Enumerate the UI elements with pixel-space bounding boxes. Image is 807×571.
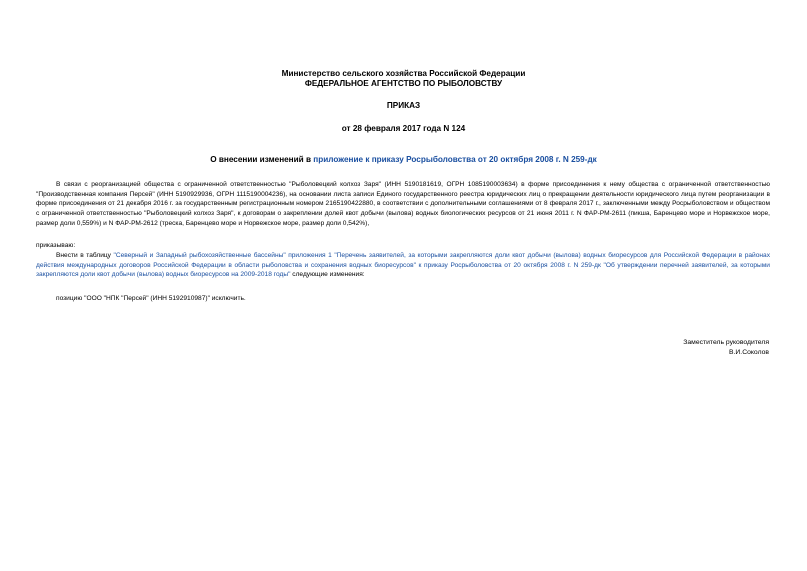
- agency-name: ФЕДЕРАЛЬНОЕ АГЕНТСТВО ПО РЫБОЛОВСТВУ: [304, 79, 503, 88]
- instruction-pre: Внести в таблицу: [56, 252, 114, 259]
- ministry-name: Министерство сельского хозяйства Российской Федерации: [281, 69, 526, 78]
- intro-paragraph: В связи с реорганизацией общества с ограниченной ответственностью "Рыболовецкий колхоз Заря" (ИНН 5190181619, ОГРН 1085190003634) в форме присоединения к нему общества с ограниченной ответственностью "Производственная компания Персей" (ИНН 5190929936, ОГРН 1115190004236), на основании листа записи Единого государственного реестра юридических лиц о прекращении деятельности юридического лица путем реорганизации в форме присоединения от 21 декабря 2016 г. за государственным регистрационным номером 2165190422880, в соответствии с дополнительными соглашениями от 8 февраля 2017 г., заключенными между Росрыболовством и обществом с ограниченной ответственностью "Рыболовецкий колхоз Заря", к договорам о закреплении долей квот добычи (вылова) водных биологических ресурсов от 21 июня 2011 г. N ФАР-РМ-2611 (пикша, Баренцево море и Норвежское море, размер доли 0,559%) и N ФАР-РМ-2612 (треска, Баренцево море и Норвежское море, размер доли 0,542%),: [36, 181, 770, 227]
- instruction-post: следующие изменения:: [290, 271, 365, 279]
- order-word: приказываю:: [36, 242, 76, 249]
- signature-name: В.И.Соколов: [729, 349, 769, 356]
- title-prefix: О внесении изменений в: [210, 155, 314, 164]
- title-link[interactable]: приложение к приказу Росрыболовства от 20 октября 2008 г. N 259-дк: [313, 155, 597, 164]
- change-paragraph: позицию "ООО "НПК "Персей" (ИНН 5192910987)" исключить.: [56, 295, 246, 302]
- signature-position: Заместитель руководителя: [683, 339, 769, 346]
- document-title: [0, 155, 807, 165]
- instruction-paragraph: [36, 251, 770, 280]
- instruction-link[interactable]: "Северный и Западный рыбохозяйственные бассейны" приложения 1 "Перечень заявителей, за которыми закрепляются доли квот добычи (вылова) водных биоресурсов для Российской Федерации в районах действия международных договоров Российской Федерации в области рыболовства и сохранения водных биоресурсов" к приказу Росрыболовства от 20 октября 2008 г. N 259-дк "Об утверждении перечней заявителей, за которыми закрепляются доли квот добычи (вылова) водных биоресурсов на 2009-2018 годы": [36, 252, 771, 279]
- document-date-number: от 28 февраля 2017 года N 124: [341, 124, 466, 133]
- document-type: ПРИКАЗ: [386, 101, 421, 110]
